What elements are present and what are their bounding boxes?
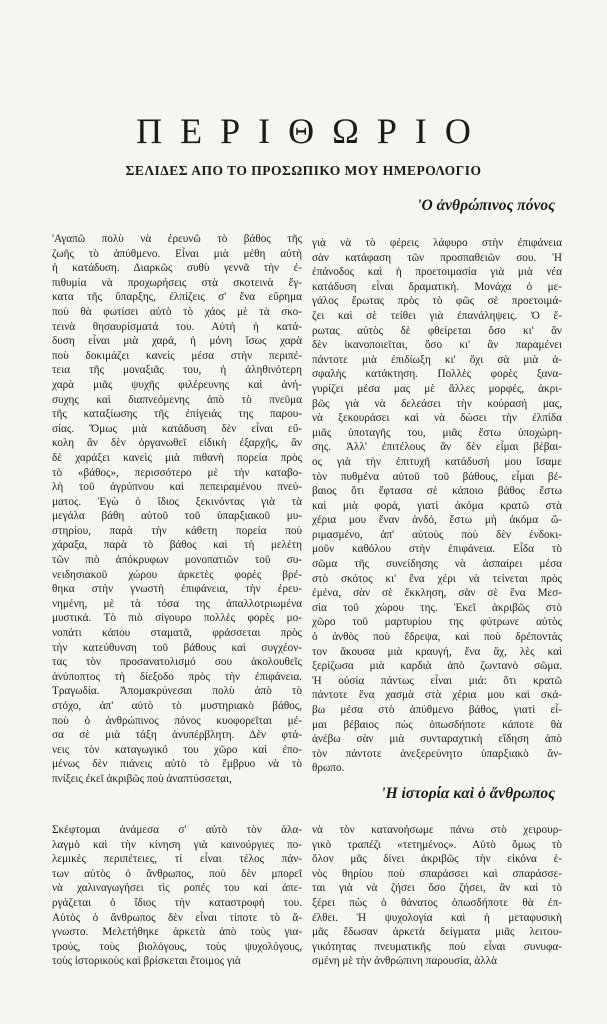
text-line: σμένη μὲ τὴν ἀνθρώπινη παρουσία, ἀλλὰ (312, 955, 498, 968)
text-line: ἐμένα, σὰν σὲ ἔκκληση, σὰν σὲ ἕνα Μεσ- (312, 587, 562, 600)
text-line: έλθει. Ἡ ψυχολογία καὶ ἡ μεταφυσικὴ (312, 911, 562, 924)
text-line: ζωῆς τὸ ἀπύθμενο. Εἶναι μιὰ μέθη αὐτὴ (52, 247, 302, 260)
text-line: νειδησιακοῦ χώρου ἀρκετὲς φορὲς βρέ- (52, 568, 302, 581)
text-line: στόχο, ἀπ' αὐτὸ τὸ μυστηριακὸ βάθος, (52, 700, 302, 712)
text-line: ξέρει πὼς ὁ θάνατος ὁπωσδήποτε θὰ ἐπ- (312, 896, 562, 909)
text-line: σῶμα τῆς συνείδησης νὰ ἀσπαίρει μέσα (312, 558, 562, 571)
text-line: τρούς, τοὺς βιολόγους, τοὺς ψυχολόγους, (52, 940, 302, 953)
text-line: πιθυμία νὰ προχωρήσεις στὰ σκοτεινὰ ἔγ- (52, 276, 302, 289)
text-line: ποὺ δοκιμάζει κανεὶς μέσα στὴν περιπέ- (52, 349, 302, 362)
text-line: σης. Ἀλλ' ἐπιτέλους ἂν δὲν εἶμαι βέβαι- (312, 441, 562, 454)
text-line: βῶς γιὰ νὰ δελεάσει τὴν κούρασή μας, (312, 397, 562, 410)
text-line: βω μέσα στὸ ἀπύθμενο βάθος, γιατὶ εἶ- (312, 704, 562, 716)
text-line: τὸν πυθμένα αὐτοῦ τοῦ βάθους, εἶμαι βέ- (312, 470, 562, 483)
text-line: μιᾶς ὑποταγῆς του, μιᾶς ἔστω ὑποχώρη- (312, 426, 562, 439)
text-line: μαι βέβαιος πὼς ὁπωσδήποτε κάποτε θὰ (312, 718, 562, 731)
text-line: χῶρο τοῦ μαρτυρίου της φύτρωνε αὐτὸς (312, 616, 562, 629)
text-line: πνίξεις ἐκεῖ ἀκριβῶς ποὺ ἀναπτύσσεται, (52, 772, 232, 785)
text-line: Αὐτὸς ὁ ἄνθρωπος δὲν εἶναι τίποτε τὸ ἄ- (52, 911, 302, 924)
text-line: ται γιὰ νὰ ζήσει ὅσο ζήσει, ἂν καὶ τὸ (312, 882, 562, 895)
text-line: ξερίζωσα μιὰ καρδιὰ ἀπὸ ζωντανὸ σῶμα. (312, 660, 562, 673)
text-line: νὰ χαλιναγωγήσει τὶς ροπές του καὶ ἀπε- (52, 882, 302, 895)
text-line: 'Αγαπῶ πολὺ νὰ ἐρευνῶ τὸ βάθος τῆς (52, 233, 302, 245)
section-2-left-column (52, 823, 302, 969)
text-line: μένως δὲν πιάνεις αὐτὸ τὸ ἔμβρυο νὰ τὸ (52, 758, 302, 771)
text-line: γικότητας πνευματικῆς ποὺ εἶναι συνυφα- (312, 940, 562, 953)
text-line: γάλος ἔρωτας πρὸς τὸ φῶς σὲ προετοιμά- (312, 295, 562, 308)
text-line: ἡ κατάδυση. Διαρκῶς συθὺ γεννᾶ τὴν ἐ- (52, 262, 302, 275)
text-line: μᾶς ἔδωσαν ἀρκετὰ δείγματα μιᾶς λειτου- (312, 926, 562, 939)
text-line: πάντοτε μιὰ ἐπιδίωξη κι' ὄχι σὰ μιὰ ἀ- (312, 353, 562, 366)
text-line: καὶ μιὰ φορά, γιατὶ ἀκόμα κρατῶ στὰ (312, 499, 562, 512)
text-line: στηρίου, παρὰ τὴν κάθετη πορεία ποὺ (52, 524, 302, 537)
text-line: νὰ τὸν κατανοήσωμε πάνω στὸ χειρουρ- (312, 824, 562, 836)
text-line: θρωπο. (312, 762, 345, 775)
text-line: ριμασμένο, ἀπ' αὐτοὺς ποὺ δὲν ἐνδοκι- (312, 528, 562, 541)
text-line: τὸν πάντοτε ἀνεξερεύνητο ὑπαρξιακὸ ἄν- (312, 747, 562, 760)
text-line: χάραξα, παρὰ τὸ βάθος καὶ τὴ μελέτη (52, 539, 302, 552)
text-line: ρωτας αὐτὸς δὲ φθείρεται ὅσο κι' ἂν (312, 324, 562, 337)
text-line: νημένη, μὲ τὰ τόσα της ἀπαλλοτριωμένα (52, 597, 302, 610)
text-line: Ἡ οὐσία πάντως εἶναι μιά: ὅτι κρατῶ (312, 674, 562, 687)
text-line: ἀνύποπτος τὴ δίεξοδο πρὸς τὴν ἐπιφάνεια. (52, 670, 302, 683)
text-line: μεγάλα βάθη αὐτοῦ τοῦ ὑπαρξιακοῦ μυ- (52, 510, 302, 523)
section-2-right-column (312, 823, 562, 969)
text-line: μοῦν καθόλου στὴν ἐπιφάνεια. Εἶδα τὸ (312, 543, 562, 556)
text-line: τας τὸν προσανατολισμό σου ἀκολουθεῖς (52, 656, 302, 669)
text-line: δὲ χαράξει κανεὶς μιὰ πιθανὴ πορεία πρὸς (52, 451, 302, 464)
page-title: ΠΕΡΙΘΩΡΙΟ (136, 111, 489, 151)
text-line: τὸ «βάθος», περισσότερο μὲ τὴν καταβο- (52, 466, 302, 479)
text-line: ματος. Ἐγὼ ὁ ἴδιος ξεκινόντας γιὰ τὰ (52, 495, 302, 508)
text-line: ποὺ θὰ φωτίσει αὐτὸ τὸ χάος μὲ τὰ σκο- (52, 305, 302, 318)
text-line: σία τοῦ χώρου της. Ἐκεῖ ἀκριβῶς στὸ (312, 601, 562, 614)
text-line: νὰ ξεκουράσει καὶ νὰ δώσει τὴν ἐλπίδα (312, 412, 562, 425)
text-line: ὁ ἀνθὸς ποὺ ἔδρεψα, καὶ ποὺ δρέποντάς (312, 631, 562, 644)
text-line: τοὺς ἱστορικοὺς καὶ βρίσκεται ἕτοιμος γιὰ (52, 955, 241, 968)
text-line: στὸ σκότος κι' ἕνα χέρι νὰ τείνεται πρὸς (312, 572, 562, 585)
page-subtitle: ΣΕΛΙΔΕΣ ΑΠΟ ΤΟ ΠΡΟΣΩΠΙΚΟ ΜΟΥ ΗΜΕΡΟΛΟΓΙΟ (125, 163, 482, 178)
section-1-left-column (52, 232, 302, 787)
text-line: των αὐτὸς ὁ ἄνθρωπος, ποὺ δὲν μπορεῖ (52, 867, 302, 880)
text-line: συχης καὶ διαπνεόμενης ἀπὸ τὸ πνεῦμα (52, 393, 302, 406)
text-line: χέρια μου ἕναν ἀνδό, ἔστω μὴ ἀκόμα ὤ- (312, 514, 562, 527)
text-line: θηκα στὴν γνωστὴ ἐπιφάνεια, τὴν ἐρευ- (52, 583, 302, 596)
text-line: νοπάτι κάπου σταματᾶ, φράσσεται πρὸς (52, 627, 302, 640)
text-line: Σκέφτομαι ἀνάμεσα σ' αὐτὸ τὸν ἀλα- (52, 824, 302, 836)
section-heading-history-and-man: 'Η ἱστορία καὶ ὁ ἄνθρωπος (381, 785, 555, 802)
text-line: σα σὲ μιὰ τάξη ἀνυπέρβλητη. Δὲν φτά- (52, 729, 302, 742)
text-line: λαγμὸ καὶ τὴν κίνηση γιὰ καινούργιες πο- (52, 838, 302, 851)
text-line: ζει καὶ σὲ τείθει γιὰ ἐπανάληψεις. Ὁ ἔ- (312, 309, 562, 322)
text-line: κατάδυση εἶναι δραματική. Μονάχα ὁ με- (312, 280, 562, 293)
text-line: σίας. Ὅμως μιὰ κατάδυση δὲν εἶναι εὔ- (52, 422, 302, 435)
text-line: κατα τῆς ὕπαρξης, ἐλπίζεις σ' ἕνα εὕρημα (52, 291, 302, 304)
text-line: νεις τὸν καταγωγικό του χῶρο καὶ ἐπο- (52, 743, 302, 756)
text-line: σφαλὴς κατάκτηση. Πολλὲς φορὲς ξανα- (312, 368, 562, 381)
text-line: δὲν ἱκανοποιεῖται, ὅσο κι' ἂν παραμένει (312, 339, 562, 352)
section-heading-human-pain: 'Ο ἀνθρώπινος πόνος (417, 197, 555, 214)
text-line: χαρὰ μιᾶς ψυχῆς φιλέρευνης καὶ ἀνή- (52, 378, 302, 391)
text-line: δυση εἶναι μιὰ χαρά, ἡ μόνη ἴσως χαρὰ (52, 335, 302, 348)
text-line: βαιος ὅτι ἔφτασα σὲ κάποιο βάθος ἔστω (312, 485, 562, 498)
text-line: γιὰ νὰ τὸ φέρεις λάφυρο στὴν ἐπιφάνεια (312, 237, 562, 249)
text-line: ἀνέβω σὰν μιὰ συνταραχτικὴ εἴδηση ἀπὸ (312, 733, 562, 746)
text-line: λὴ τοῦ ἀγρύπνου καὶ πεπειραμένου πνεύ- (52, 481, 302, 494)
text-line: λεμικὲς περιπέτειες, τί εἶναι τέλος πάν- (52, 853, 302, 866)
text-line: πάντοτε ἕνα χασμὰ στὰ χέρια μου καὶ σκά- (312, 689, 562, 702)
text-line: γικὸ τραπέζι «τετημένος». Αὐτὸ ὅμως τὸ (312, 838, 562, 851)
text-line: μυστικά. Τὸ πιὸ σίγουρο πολλὲς φορὲς μο- (52, 612, 302, 625)
text-line: τεινὰ θησαυρίσματά του. Αὐτὴ ἡ κατά- (52, 320, 302, 333)
text-line: κολη ἂν δὲν ὀργανωθεῖ εἰδικὴ ἐξαρχῆς, ἂν (52, 437, 302, 450)
text-line: τῶν πιὸ ἀπόκρυφων μονοπατιῶν τοῦ συ- (52, 554, 302, 567)
text-line: Τραγωδία. Ἀπομακρύνεσαι πολὺ ἀπὸ τὸ (52, 685, 302, 698)
text-line: ἐπάνοδος καὶ ἡ προετοιμασία γιὰ μιὰ νέα (312, 266, 562, 279)
text-line: σὰν κατάφαση τῶν προσπαθειῶν σου. Ἡ (312, 251, 562, 264)
text-line: ποὺ ὁ ἀνθρώπινος πόνος κυοφορεῖται μέ- (52, 714, 302, 727)
text-line: τῆς καταξίωσης τῆς ἐπίγειάς της παρου- (52, 408, 302, 421)
text-line: γνωστο. Μελετήθηκε ἀρκετὰ ἀπὸ τοὺς για- (52, 926, 302, 939)
text-line: τὴν κατεύθυνση τοῦ βάθους καὶ συγχέον- (52, 641, 302, 654)
text-line: τεια τῆς μοναξιᾶς του, ἡ ἀληθινότερη (52, 364, 302, 377)
text-line: ος γιὰ τὴν ἐπιτυχῆ κατάδυσή μου ἴσαμε (312, 455, 562, 468)
text-line: ὅλον μᾶς δίνει ἀκριβῶς τὴν εἰκόνα ἑ- (312, 853, 562, 866)
text-line: τον ἄκουσα μιὰ κραυγή, ἕνα ἄχ, λὲς καὶ (312, 645, 562, 658)
text-line: γυρίζει μέσα μας μὲ ἄλλες μορφές, ἀκρι- (312, 382, 562, 395)
text-line: νὸς θηρίου ποὺ σπαράσσει καὶ σπαράσσε- (312, 867, 562, 880)
text-line: ργάζεται ὁ ἴδιος τὴν καταστροφή του. (52, 896, 302, 909)
section-1-right-column (312, 236, 562, 776)
